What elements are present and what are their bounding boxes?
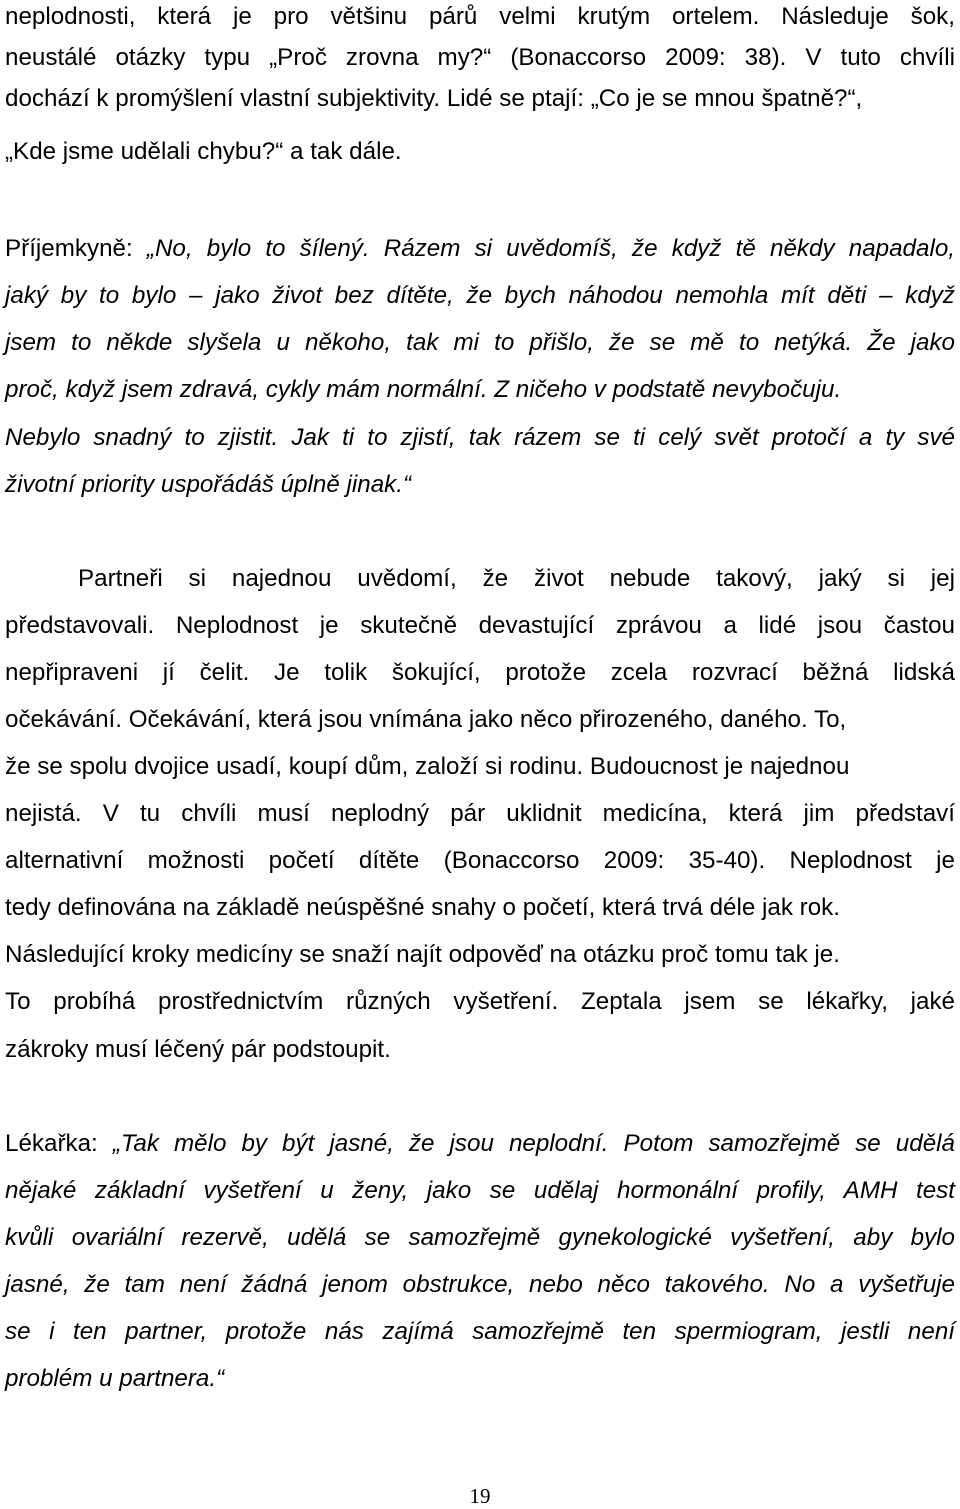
text-line: nepřipraveni jí čelit. Je tolik šokující, protože zcela rozvrací běžná lidská	[5, 659, 955, 686]
text-line: nejistá. V tu chvíli musí neplodný pár uklidnit medicína, která jim představí	[5, 800, 955, 827]
text-line: představovali. Neplodnost je skutečně devastující zprávou a lidé jsou častou	[5, 612, 955, 639]
quote-line: se i ten partner, protože nás zajímá samozřejmě ten spermiogram, jestli není	[5, 1318, 955, 1345]
speaker-label: Příjemkyně:	[5, 235, 147, 262]
quote-line: jsem to někde slyšela u někoho, tak mi to přišlo, že se mě to netýká. Že jako	[5, 329, 955, 356]
text-line: To probíhá prostřednictvím různých vyšetření. Zeptala jsem se lékařky, jaké	[5, 988, 955, 1015]
quote-line: Nebylo snadný to zjistit. Jak ti to zjistí, tak rázem se ti celý svět protočí a ty své	[5, 424, 955, 451]
quote-line: kvůli ovariální rezervě, udělá se samozřejmě gynekologické vyšetření, aby bylo	[5, 1224, 955, 1251]
text-line: neustálé otázky typu „Proč zrovna my?“ (Bonaccorso 2009: 38). V tuto chvíli	[5, 44, 955, 71]
text-line: dochází k promýšlení vlastní subjektivity. Lidé se ptají: „Co je se mnou špatně?“,	[5, 85, 863, 112]
quote-text: „No, bylo to šílený. Rázem si uvědomíš, že když tě někdy napadalo,	[146, 235, 955, 262]
text-line: tedy definována na základě neúspěšné snahy o početí, která trvá déle jak rok.	[5, 894, 841, 921]
text-line: neplodnosti, která je pro většinu párů velmi krutým ortelem. Následuje šok,	[5, 3, 955, 30]
quote-line: nějaké základní vyšetření u ženy, jako se udělaj hormonální profily, AMH test	[5, 1177, 955, 1204]
speaker-label: Lékařka:	[5, 1130, 113, 1157]
quote-line: proč, když jsem zdravá, cykly mám normální. Z ničeho v podstatě nevybočuju.	[5, 376, 842, 403]
quote-line: životní priority uspořádáš úplně jinak.“	[5, 471, 412, 498]
quote-first-line	[5, 234, 955, 264]
page-number: 19	[469, 1484, 491, 1508]
text-line: alternativní možnosti početí dítěte (Bonaccorso 2009: 35-40). Neplodnost je	[5, 847, 955, 874]
text-line: „Kde jsme udělali chybu?“ a tak dále.	[5, 138, 402, 165]
text-line: že se spolu dvojice usadí, koupí dům, založí si rodinu. Budoucnost je najednou	[5, 753, 850, 780]
quote-line: jaký by to bylo – jako život bez dítěte, že bych náhodou nemohla mít děti – když	[5, 282, 955, 309]
quote-line: problém u partnera.“	[5, 1365, 225, 1392]
text-line-indented: Partneři si najednou uvědomí, že život nebude takový, jaký si jej	[78, 565, 955, 592]
quote-line: jasné, že tam není žádná jenom obstrukce, nebo něco takového. No a vyšetřuje	[5, 1271, 955, 1298]
quote-text: „Tak mělo by být jasné, že jsou neplodní. Potom samozřejmě se udělá	[112, 1130, 955, 1157]
quote-first-line	[5, 1129, 955, 1159]
text-line: zákroky musí léčený pár podstoupit.	[5, 1036, 391, 1063]
text-line: Následující kroky medicíny se snaží najít odpověď na otázku proč tomu tak je.	[5, 941, 840, 968]
text-line: očekávání. Očekávání, která jsou vnímána jako něco přirozeného, daného. To,	[5, 706, 847, 733]
